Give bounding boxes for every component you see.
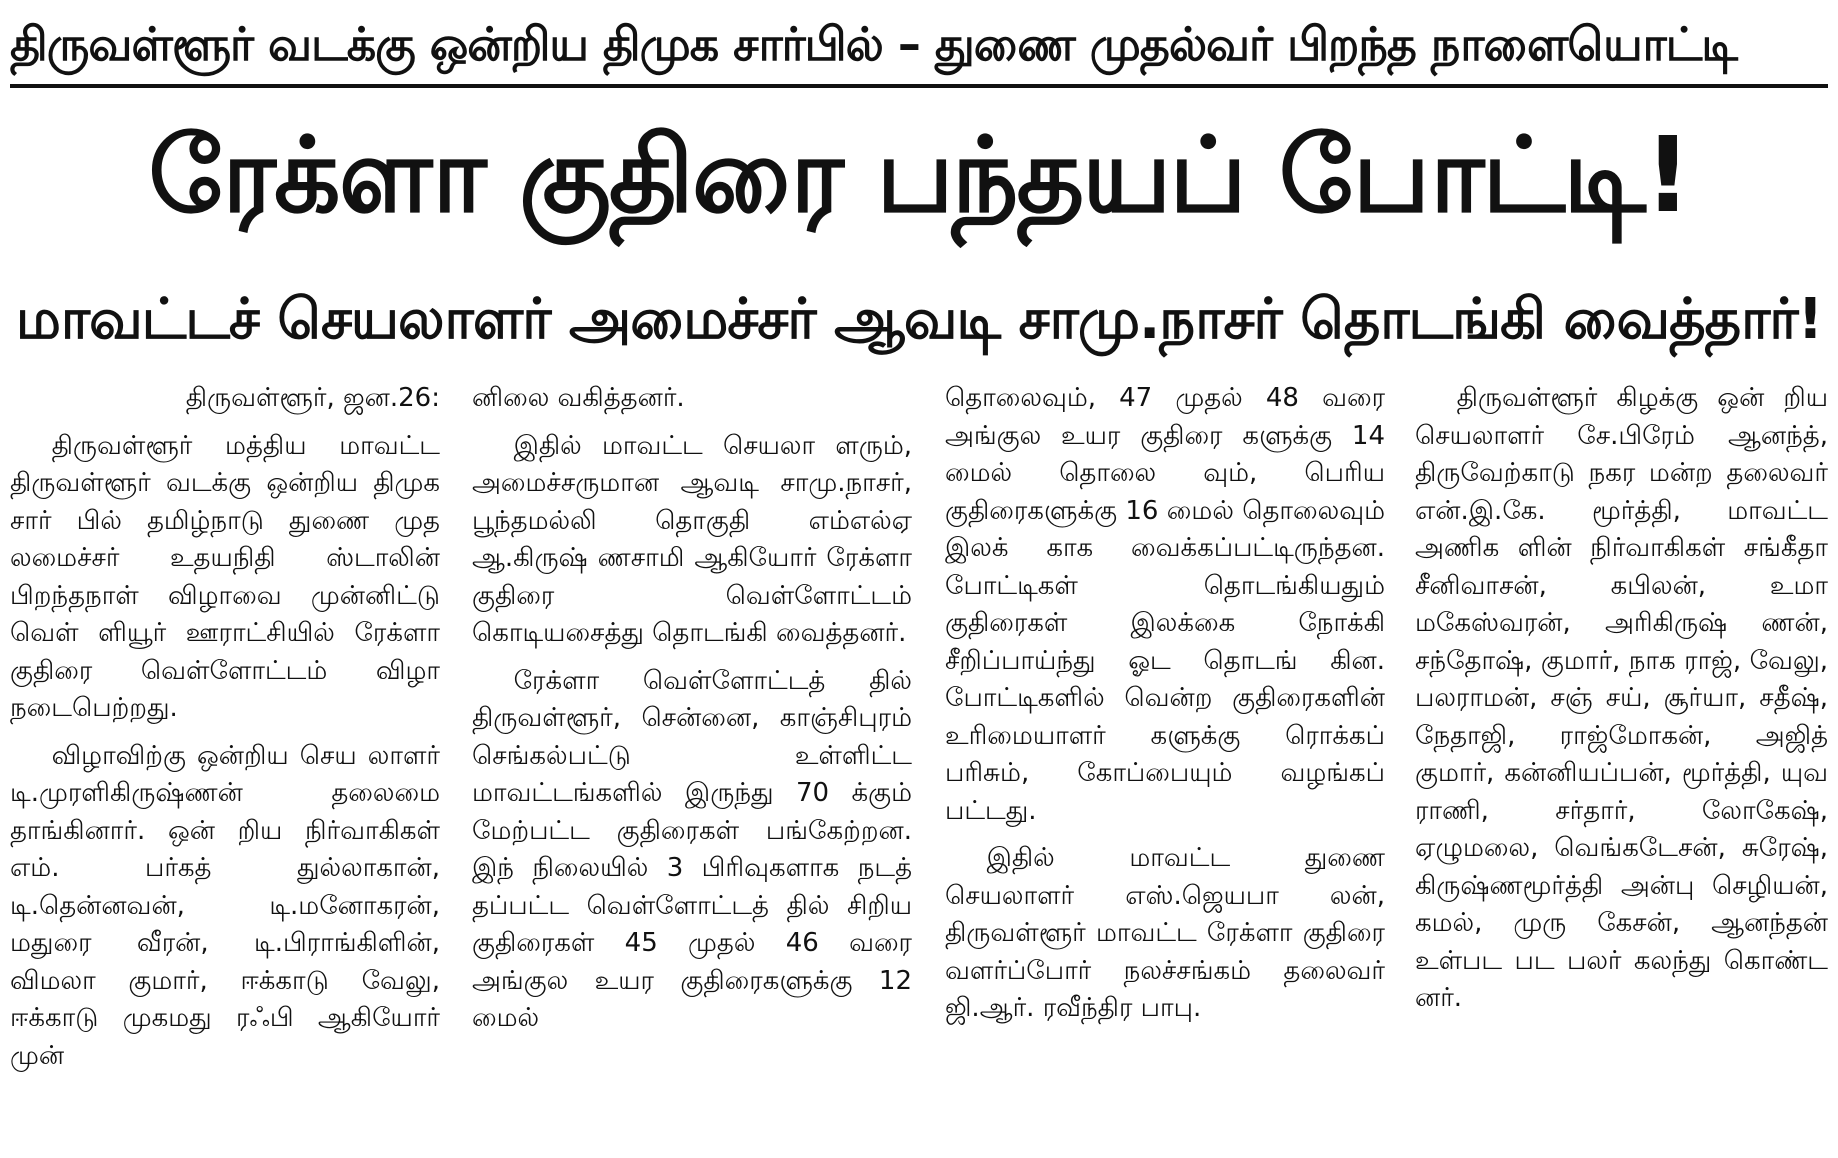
article-column-2: [472, 380, 912, 1150]
dateline: திருவள்ளூர், ஜன.26:: [185, 383, 440, 413]
kicker-divider: [10, 84, 1828, 88]
paragraph: திருவள்ளூர் மத்திய மாவட்ட திருவள்ளூர் வடக்கு ஒன்றிய திமுக சார் பில் தமிழ்நாடு துணை முத லமைச்சர் உதயநிதி ஸ்டாலின் பிறந்தநாள் விழாவை முன்னிட்டு வெள் ளியூர் ஊராட்சியில் ரேக்ளா குதிரை வெள்ளோட்டம் விழா நடைபெற்றது.: [10, 430, 440, 723]
paragraph: தொலைவும், 47 முதல் 48 வரை அங்குல உயர குதிரை களுக்கு 14 மைல் தொலை வும், பெரிய குதிரைகளுக்கு 16 மைல் தொலைவும் இலக் காக வைக்கப்பட்டிருந்தன. போட்டிகள் தொடங்கியதும் குதிரைகள் இலக்கை நோக்கி சீறிப்பாய்ந்து ஓட தொடங் கின. போட்டிகளில் வென்ற குதிரைகளின் உரிமையாளர் களுக்கு ரொக்கப் பரிசும், கோப்பையும் வழங்கப் பட்டது.: [945, 383, 1385, 826]
article-body: [10, 380, 1828, 1150]
paragraph: இதில் மாவட்ட துணை செயலாளர் எஸ்.ஜெயபா லன், திருவள்ளூர் மாவட்ட ரேக்ளா குதிரை வளர்ப்போர் நலச்சங்கம் தலைவர் ஜி.ஆர். ரவீந்திர பாபு.: [945, 843, 1385, 1023]
paragraph: இதில் மாவட்ட செயலா ளரும், அமைச்சருமான ஆவடி சாமு.நாசர், பூந்தமல்லி தொகுதி எம்எல்ஏ ஆ.கிருஷ் ணசாமி ஆகியோர் ரேக்ளா குதிரை வெள்ளோட்டம் கொடியசைத்து தொடங்கி வைத்தனர்.: [472, 430, 912, 648]
article-column-4: [1415, 380, 1828, 1150]
kicker-line: திருவள்ளூர் வடக்கு ஒன்றிய திமுக சார்பில் – துணை முதல்வர் பிறந்த நாளையொட்டி: [10, 17, 1737, 71]
paragraph: ரேக்ளா வெள்ளோட்டத் தில் திருவள்ளூர், சென்னை, காஞ்சிபுரம் செங்கல்பட்டு உள்ளிட்ட மாவட்டங்களில் இருந்து 70 க்கும் மேற்பட்ட குதிரைகள் பங்கேற்றன. இந் நிலையில் 3 பிரிவுகளாக நடத் தப்பட்ட வெள்ளோட்டத் தில் சிறிய குதிரைகள் 45 முதல் 46 வரை அங்குல உயர குதிரைகளுக்கு 12 மைல்: [472, 665, 912, 1033]
paragraph: திருவள்ளூர் கிழக்கு ஒன் றிய செயலாளர் சே.பிரேம் ஆனந்த், திருவேற்காடு நகர மன்ற தலைவர் என்.இ.கே. மூர்த்தி, மாவட்ட அணிக ளின் நிர்வாகிகள் சங்கீதா சீனிவாசன், கபிலன், உமா மகேஸ்வரன், அரிகிருஷ் ணன், சந்தோஷ், குமார், நாக ராஜ், வேலு, பலராமன், சஞ் சய், சூர்யா, சதீஷ், நேதாஜி, ராஜ்மோகன், அஜித் குமார், கன்னியப்பன், மூர்த்தி, யுவ ராணி, சர்தார், லோகேஷ், ஏழுமலை, வெங்கடேசன், சுரேஷ், கிருஷ்ணமூர்த்தி அன்பு செழியன், கமல், முரு கேசன், ஆனந்தன் உள்பட பட பலர் கலந்து கொண்ட னர்.: [1415, 383, 1828, 1013]
paragraph: னிலை வகித்தனர்.: [472, 383, 685, 413]
headline: ரேக்ளா குதிரை பந்தயப் போட்டி!: [148, 114, 1690, 236]
paragraph: விழாவிற்கு ஒன்றிய செய லாளர் டி.முரளிகிருஷ்ணன் தலைமை தாங்கினார். ஒன் றிய நிர்வாகிகள் எம். பர்கத் துல்லாகான், டி.தென்னவன், டி.மனோகரன், மதுரை வீரன், டி.பிராங்கிளின், விமலா குமார், ஈக்காடு வேலு, ஈக்காடு முகமது ரஃபி ஆகியோர் முன்: [10, 740, 440, 1071]
article-column-1: [10, 380, 440, 1150]
article-column-3: [945, 380, 1385, 1150]
subheadline: மாவட்டச் செயலாளர் அமைச்சர் ஆவடி சாமு.நாசர் தொடங்கி வைத்தார்!: [15, 287, 1823, 352]
